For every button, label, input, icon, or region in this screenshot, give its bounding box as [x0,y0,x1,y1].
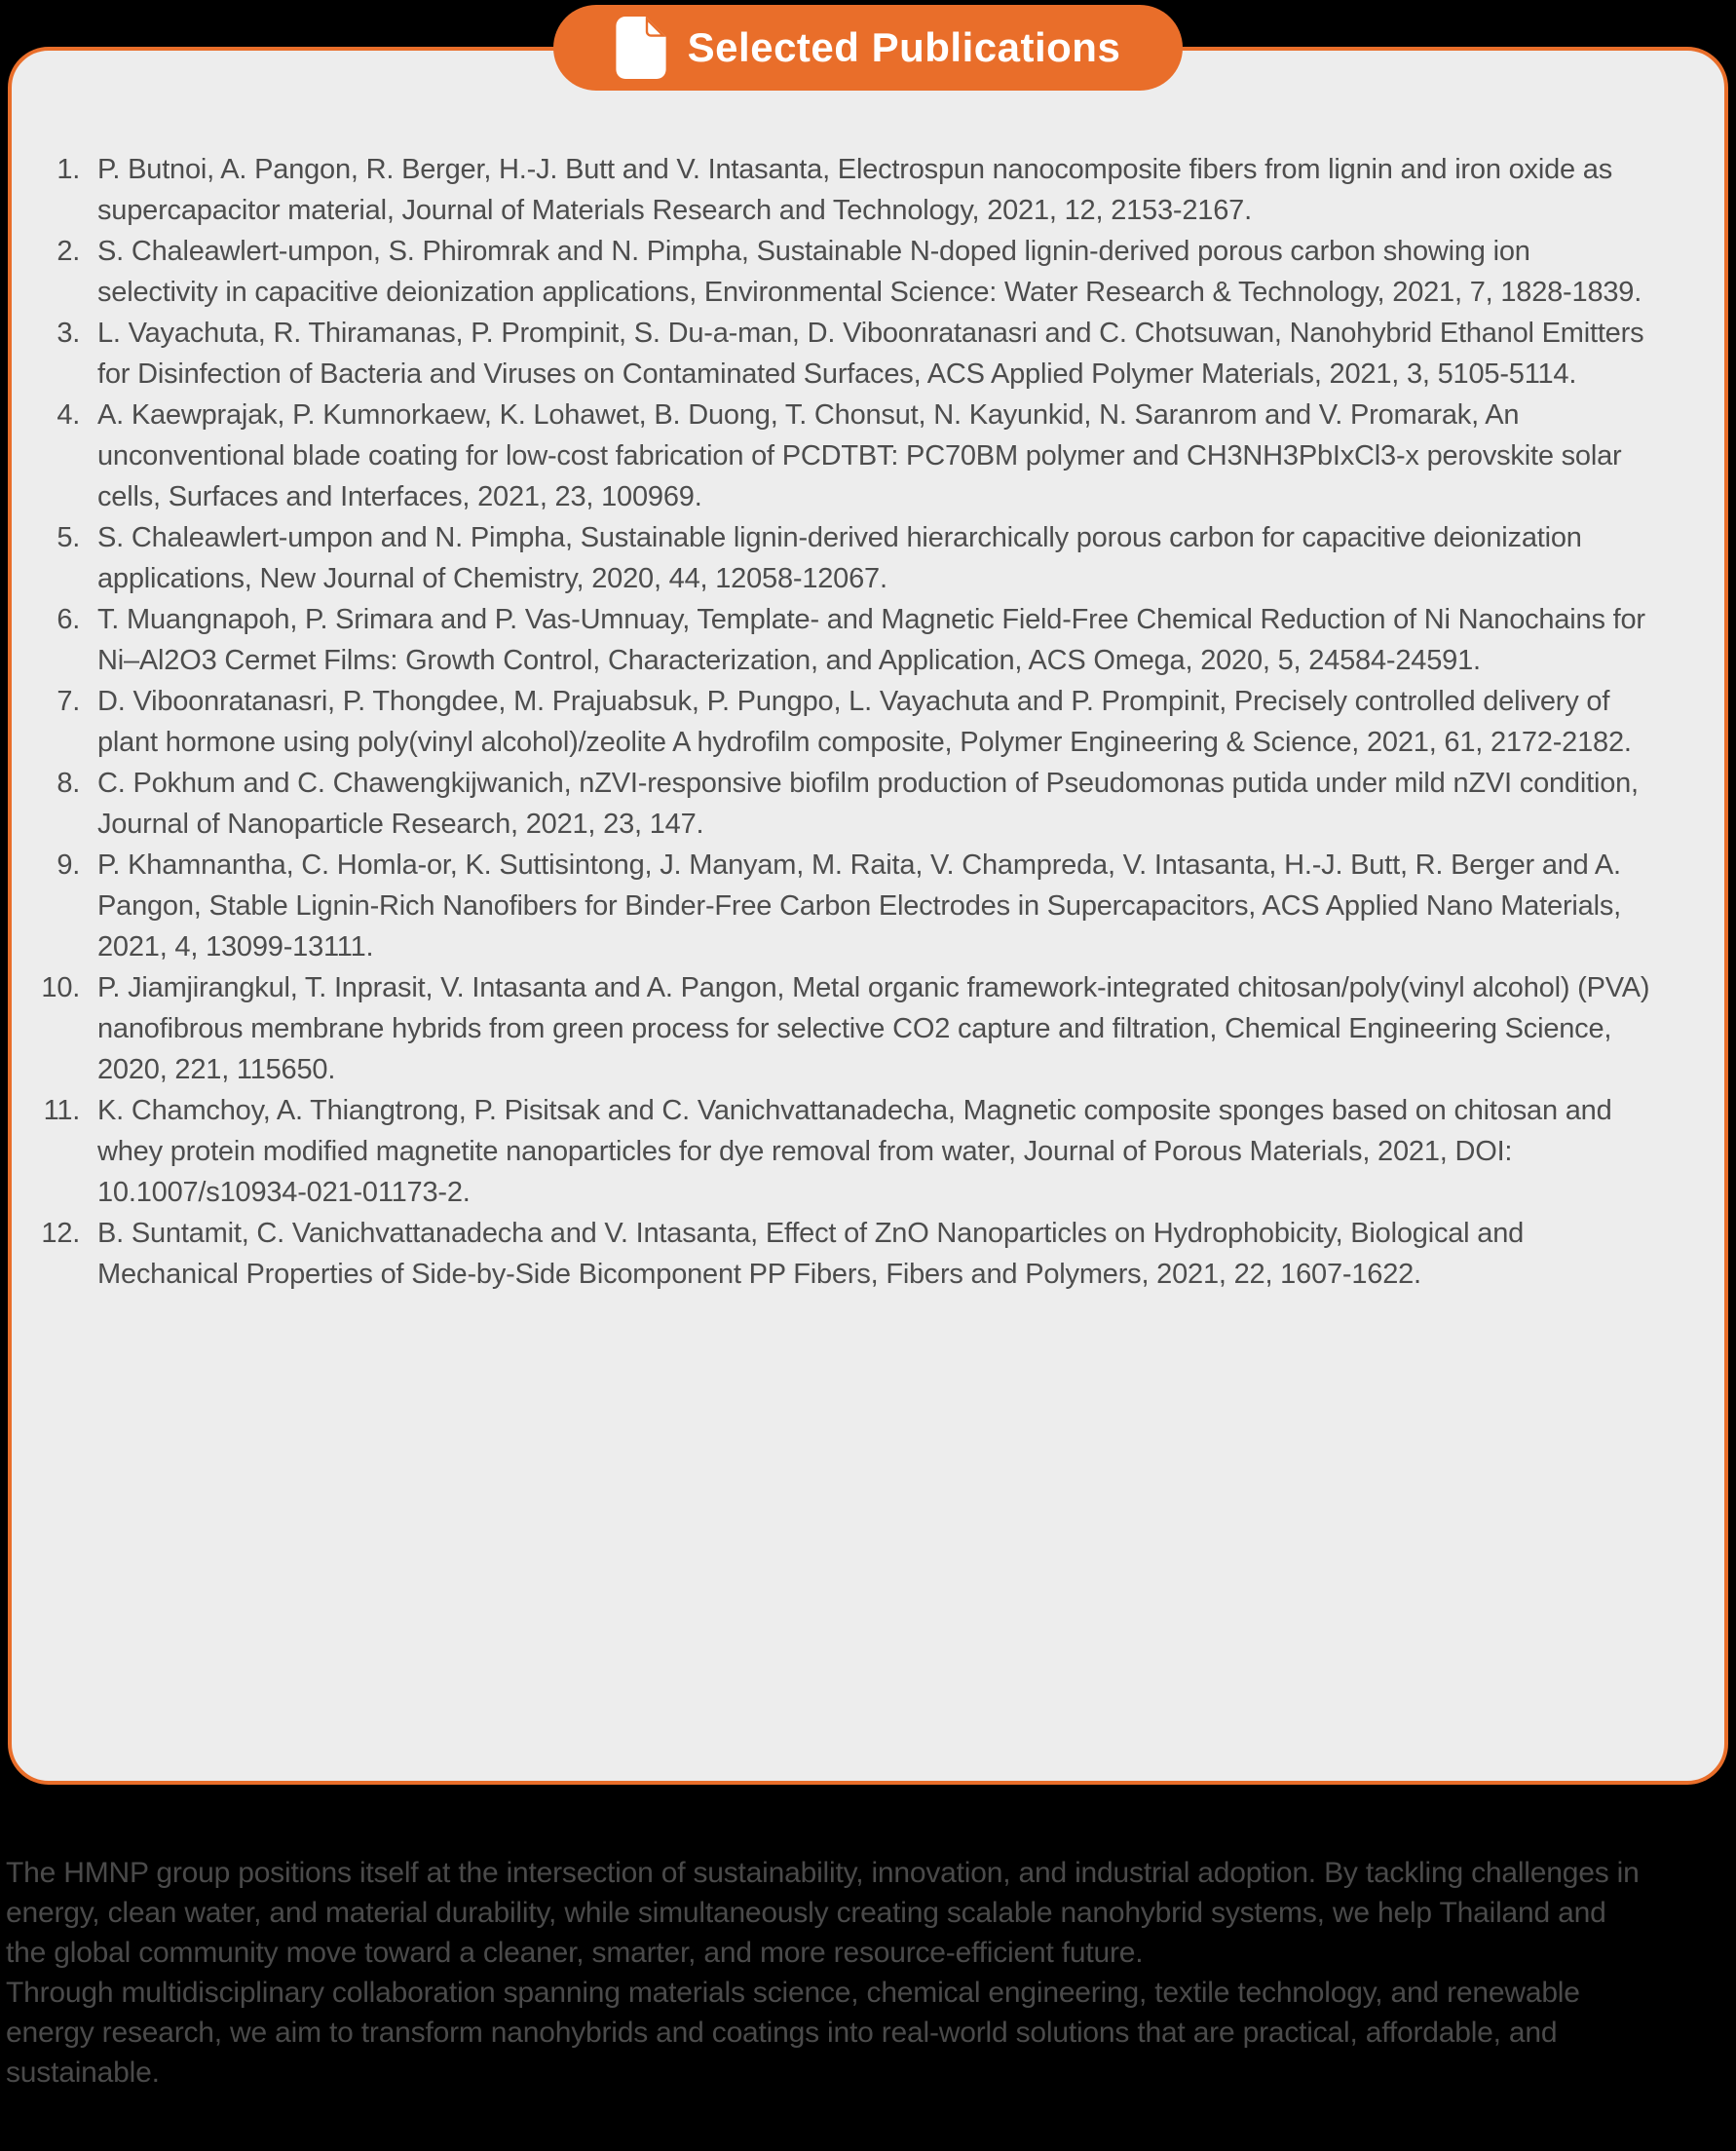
footer-text [0,1853,1648,2093]
publications-card [8,47,1728,1785]
publication-item: 6. T. Muangnapoh, P. Srimara and P. Vas-Umnuay, Template- and Magnetic Field-Free Chemical Reduction of Ni Nanochains for Ni–Al2O3 Cermet Films: Growth Control, Characterization, and Application, ACS Omega, 2020, 5, 24584-24591. [88,599,1656,681]
publication-item: 9. P. Khamnantha, C. Homla-or, K. Suttisintong, J. Manyam, M. Raita, V. Champreda, V. Intasanta, H.-J. Butt, R. Berger and A. Pangon, Stable Lignin-Rich Nanofibers for Binder-Free Carbon Electrodes in Supercapacitors, ACS Applied Nano Materials, 2021, 4, 13099-13111. [88,845,1656,967]
publication-item: 10. P. Jiamjirangkul, T. Inprasit, V. Intasanta and A. Pangon, Metal organic framework-integrated chitosan/poly(vinyl alcohol) (PVA) nanofibrous membrane hybrids from green process for selective CO2 capture and filtration, Chemical Engineering Science, 2020, 221, 115650. [88,967,1656,1090]
publication-item: 3. L. Vayachuta, R. Thiramanas, P. Prompinit, S. Du-a-man, D. Viboonratanasri and C. Chotsuwan, Nanohybrid Ethanol Emitters for Disinfection of Bacteria and Viruses on Contaminated Surfaces, ACS Applied Polymer Materials, 2021, 3, 5105-5114. [88,313,1656,395]
document-icon [616,17,666,79]
publications-list [12,51,1724,1295]
publication-item: 7. D. Viboonratanasri, P. Thongdee, M. Prajuabsuk, P. Pungpo, L. Vayachuta and P. Prompinit, Precisely controlled delivery of plant hormone using poly(vinyl alcohol)/zeolite A hydrofilm composite, Polymer Engineering & Science, 2021, 61, 2172-2182. [88,681,1656,763]
publication-item: 12. B. Suntamit, C. Vanichvattanadecha and V. Intasanta, Effect of ZnO Nanoparticles on Hydrophobicity, Biological and Mechanical Properties of Side-by-Side Bicomponent PP Fibers, Fibers and Polymers, 2021, 22, 1607-1622. [88,1213,1656,1295]
footer-paragraph-2: Through multidisciplinary collaboration spanning materials science, chemical engineering, textile technology, and renewable energy research, we aim to transform nanohybrids and coatings into real-world solutions that are practical, affordable, and sustainable. [6,1977,1580,2089]
publication-item: 11. K. Chamchoy, A. Thiangtrong, P. Pisitsak and C. Vanichvattanadecha, Magnetic composite sponges based on chitosan and whey protein modified magnetite nanoparticles for dye removal from water, Journal of Porous Materials, 2021, DOI: 10.1007/s10934-021-01173-2. [88,1090,1656,1213]
publication-item: 8. C. Pokhum and C. Chawengkijwanich, nZVI-responsive biofilm production of Pseudomonas putida under mild nZVI condition, Journal of Nanoparticle Research, 2021, 23, 147. [88,763,1656,845]
publication-item: 2. S. Chaleawlert-umpon, S. Phiromrak and N. Pimpha, Sustainable N-doped lignin-derived porous carbon showing ion selectivity in capacitive deionization applications, Environmental Science: Water Research & Technology, 2021, 7, 1828-1839. [88,231,1656,313]
section-title: Selected Publications [687,24,1121,70]
section-header [553,5,1184,91]
publication-item: 1. P. Butnoi, A. Pangon, R. Berger, H.-J. Butt and V. Intasanta, Electrospun nanocomposite fibers from lignin and iron oxide as supercapacitor material, Journal of Materials Research and Technology, 2021, 12, 2153-2167. [88,149,1656,231]
header-row [0,0,1736,91]
publication-item: 5. S. Chaleawlert-umpon and N. Pimpha, Sustainable lignin-derived hierarchically porous carbon for capacitive deionization applications, New Journal of Chemistry, 2020, 44, 12058-12067. [88,517,1656,599]
publication-item: 4. A. Kaewprajak, P. Kumnorkaew, K. Lohawet, B. Duong, T. Chonsut, N. Kayunkid, N. Saranrom and V. Promarak, An unconventional blade coating for low-cost fabrication of PCDTBT: PC70BM polymer and CH3NH3PbIxCl3-x perovskite solar cells, Surfaces and Interfaces, 2021, 23, 100969. [88,395,1656,517]
footer-paragraph-1: The HMNP group positions itself at the intersection of sustainability, innovation, and industrial adoption. By tackling challenges in energy, clean water, and material durability, while simultaneously creating scalable nanohybrid systems, we help Thailand and the global community move toward a cleaner, smarter, and more resource-efficient future. [6,1857,1640,1969]
